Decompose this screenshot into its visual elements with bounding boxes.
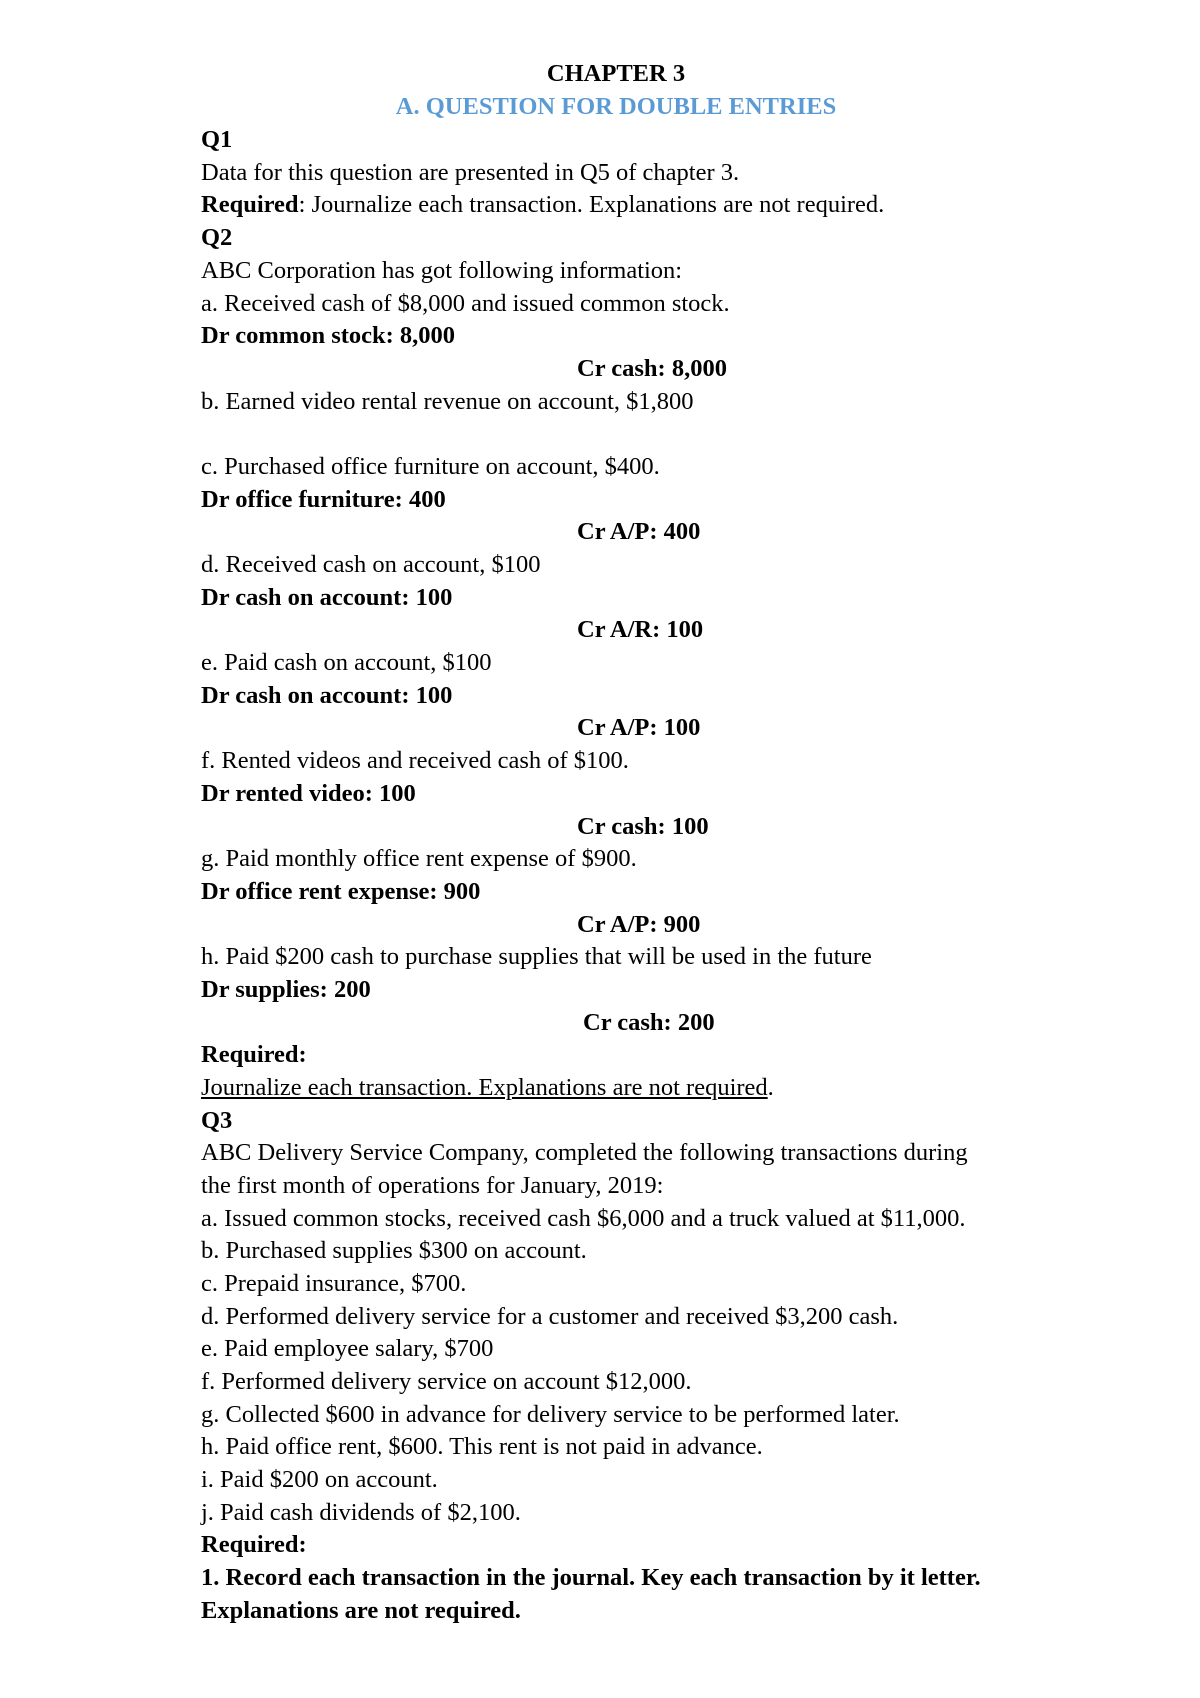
q3-item-c: c. Prepaid insurance, $700. <box>201 1270 467 1297</box>
q3-item-j: j. Paid cash dividends of $2,100. <box>201 1499 521 1526</box>
q3-required-2: Explanations are not required. <box>201 1597 521 1624</box>
q2-item-c: c. Purchased office furniture on account, $400. <box>201 453 660 480</box>
q3-item-h: h. Paid office rent, $600. This rent is not paid in advance. <box>201 1433 763 1460</box>
q2-f-debit: Dr rented video: 100 <box>201 780 416 807</box>
q2-item-e: e. Paid cash on account, $100 <box>201 649 492 676</box>
q2-e-debit: Dr cash on account: 100 <box>201 682 453 709</box>
q2-item-h: h. Paid $200 cash to purchase supplies that will be used in the future <box>201 943 872 970</box>
q2-a-credit: Cr cash: 8,000 <box>577 355 727 382</box>
q3-label: Q3 <box>201 1107 233 1134</box>
q2-f-credit: Cr cash: 100 <box>577 813 709 840</box>
q2-required <box>201 1072 774 1104</box>
q3-item-e: e. Paid employee salary, $700 <box>201 1335 494 1362</box>
q1-label: Q1 <box>201 126 233 153</box>
q3-item-d: d. Performed delivery service for a customer and received $3,200 cash. <box>201 1303 899 1330</box>
q1-required-label: Required <box>201 191 299 218</box>
q2-intro: ABC Corporation has got following information: <box>201 257 683 284</box>
chapter-title: CHAPTER 3 <box>546 60 686 87</box>
q1-required-text: : Journalize each transaction. Explanations are not required. <box>298 191 885 218</box>
q2-item-g: g. Paid monthly office rent expense of $900. <box>201 845 637 872</box>
q3-item-a: a. Issued common stocks, received cash $6,000 and a truck valued at $11,000. <box>201 1205 966 1232</box>
q3-item-b: b. Purchased supplies $300 on account. <box>201 1237 587 1264</box>
q2-required-text: Journalize each transaction. Explanations are not required <box>201 1074 768 1101</box>
q2-g-credit: Cr A/P: 900 <box>577 911 701 938</box>
q2-item-d: d. Received cash on account, $100 <box>201 551 541 578</box>
q2-c-credit: Cr A/P: 400 <box>577 518 701 545</box>
q2-d-debit: Dr cash on account: 100 <box>201 584 453 611</box>
q2-h-credit: Cr cash: 200 <box>583 1009 715 1036</box>
q2-required-end: . <box>767 1074 774 1101</box>
q3-required-1: 1. Record each transaction in the journal. Key each transaction by it letter. <box>201 1564 981 1591</box>
q2-a-debit: Dr common stock: 8,000 <box>201 322 456 349</box>
q3-item-g: g. Collected $600 in advance for delivery service to be performed later. <box>201 1401 900 1428</box>
q2-item-a: a. Received cash of $8,000 and issued common stock. <box>201 290 730 317</box>
q3-item-f: f. Performed delivery service on account $12,000. <box>201 1368 692 1395</box>
q2-item-b: b. Earned video rental revenue on account, $1,800 <box>201 388 694 415</box>
q3-item-i: i. Paid $200 on account. <box>201 1466 438 1493</box>
q2-g-debit: Dr office rent expense: 900 <box>201 878 481 905</box>
q1-intro: Data for this question are presented in Q5 of chapter 3. <box>201 159 740 186</box>
q1-required <box>201 189 884 221</box>
q3-intro-line-2: the first month of operations for January, 2019: <box>201 1172 664 1199</box>
section-title: A. QUESTION FOR DOUBLE ENTRIES <box>395 93 837 120</box>
q2-required-label: Required: <box>201 1041 307 1068</box>
q3-required-label: Required: <box>201 1531 307 1558</box>
q2-c-debit: Dr office furniture: 400 <box>201 486 446 513</box>
q2-h-debit: Dr supplies: 200 <box>201 976 371 1003</box>
q2-label: Q2 <box>201 224 233 251</box>
q2-e-credit: Cr A/P: 100 <box>577 714 701 741</box>
q2-d-credit: Cr A/R: 100 <box>577 616 704 643</box>
q3-intro-line-1: ABC Delivery Service Company, completed the following transactions during <box>201 1139 968 1166</box>
q2-item-f: f. Rented videos and received cash of $100. <box>201 747 629 774</box>
